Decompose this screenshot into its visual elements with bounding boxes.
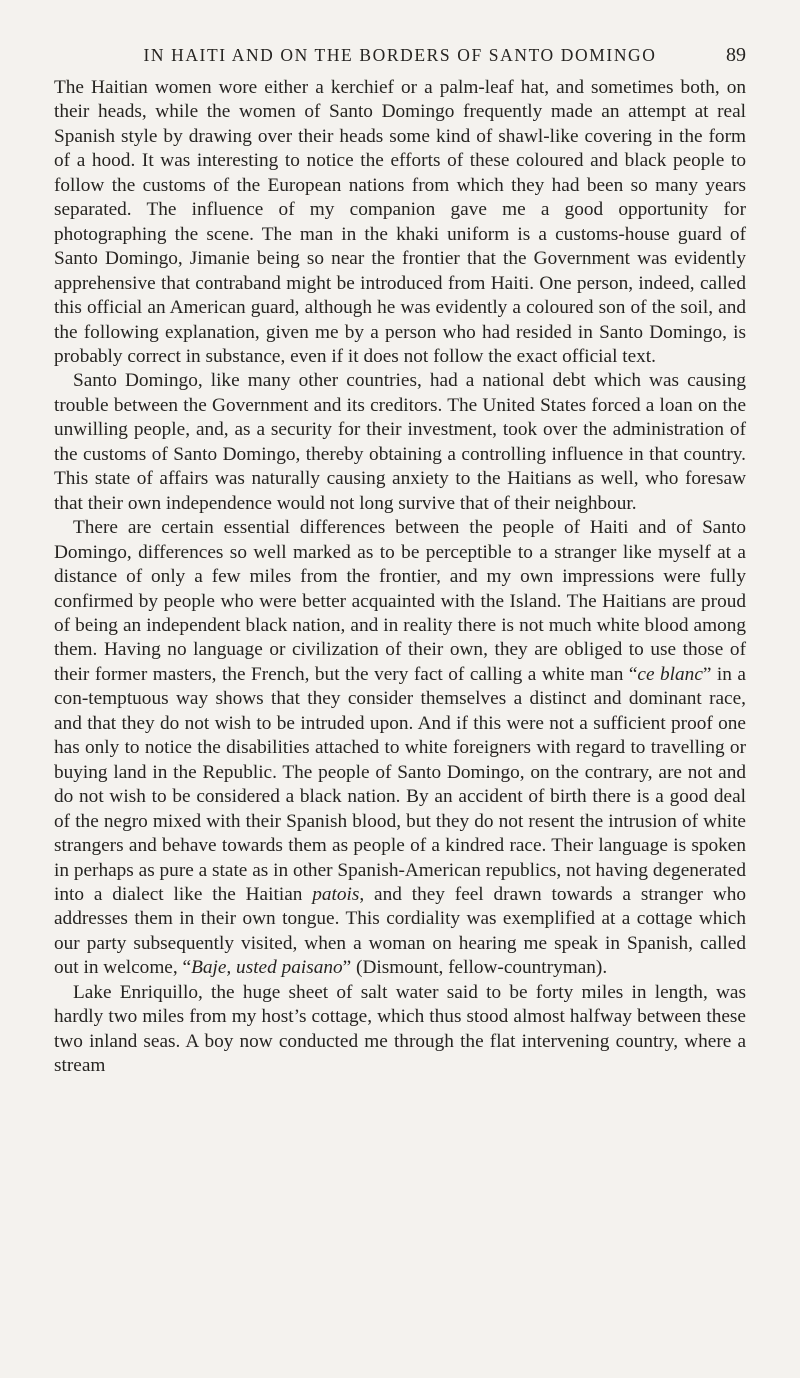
paragraph-1 — [54, 76, 746, 369]
text-segment: ” (Dismount, fellow-countryman). — [342, 957, 608, 979]
paragraph-2 — [54, 369, 746, 516]
text-segment: The Haitian women wore either a kerchief or a palm-leaf hat, and sometimes both, on their heads, while the women of Santo Domingo frequently made an attempt at real Spanish style by drawing over their heads some kind of shawl-like covering in the form of a hood. It was interesting to notice the efforts of these coloured and black people to follow the customs of the European nations from which they had been so many years separated. The influence of my companion gave me a good opportunity for photographing the scene. The man in the khaki uniform is a customs-house guard of Santo Domingo, Jimanie being so near the frontier that the Government was evidently apprehensive that contraband might be introduced from Haiti. One person, indeed, called this official an American guard, although he was evidently a coloured son of the soil, and the following explanation, given me by a person who had resided in Santo Domingo, is probably correct in substance, even if it does not follow the exact official text. — [54, 77, 746, 367]
italic-phrase: ce blanc — [637, 663, 703, 685]
italic-phrase: Baje, usted paisano — [191, 957, 343, 979]
running-header — [54, 40, 746, 76]
text-segment: , and they feel drawn towards a stranger who addresses them in their own tongue. This cordiality was exemplified at a cottage which our party subsequently visited, when a woman on hearing me speak in Spanish, called out in welcome, “ — [54, 883, 746, 979]
paragraph-3 — [54, 516, 746, 981]
body-text — [54, 76, 746, 1079]
text-segment: There are certain essential differences between the people of Haiti and of Santo Domingo, differences so well marked as to be perceptible to a stranger like myself at a distance of only a few miles from the frontier, and my own impressions were fully confirmed by people who were better acquainted with the Island. The Haitians are proud of being an independent black nation, and in reality there is not much white blood among them. Having no language or civilization of their own, they are obliged to use those of their former masters, the French, but the very fact of calling a white man “ — [54, 517, 746, 685]
text-segment: Santo Domingo, like many other countries, had a national debt which was causing trouble between the Government and its creditors. The United States forced a loan on the unwilling people, and, as a security for their investment, took over the administration of the customs of Santo Domingo, thereby obtaining a controlling influence in that country. This state of affairs was naturally causing anxiety to the Haitians as well, who foresaw that their own independence would not long survive that of their neighbour. — [54, 370, 746, 514]
running-title: IN HAITI AND ON THE BORDERS OF SANTO DOMINGO — [143, 45, 657, 65]
text-segment: ” in a con-temptuous way shows that they consider themselves a distinct and dominant race, and that they do not wish to be intruded upon. And if this were not a sufficient proof one has only to notice the disabilities attached to white foreigners with regard to travelling or buying land in the Republic. The people of Santo Domingo, on the contrary, are not and do not wish to be considered a black nation. By an accident of birth there is a good deal of the negro mixed with their Spanish blood, but they do not resent the intrusion of white strangers and behave towards them as people of a kindred race. Their language is spoken in perhaps as pure a state as in other Spanish-American republics, not having degenerated into a dialect like the Haitian — [54, 663, 746, 905]
text-segment: Lake Enriquillo, the huge sheet of salt water said to be forty miles in length, was hardly two miles from my host’s cottage, which thus stood almost halfway between these two inland seas. A boy now conducted me through the flat intervening country, where a stream — [54, 981, 746, 1077]
paragraph-4 — [54, 981, 746, 1079]
page-number: 89 — [726, 44, 746, 66]
italic-phrase: patois — [312, 883, 360, 905]
